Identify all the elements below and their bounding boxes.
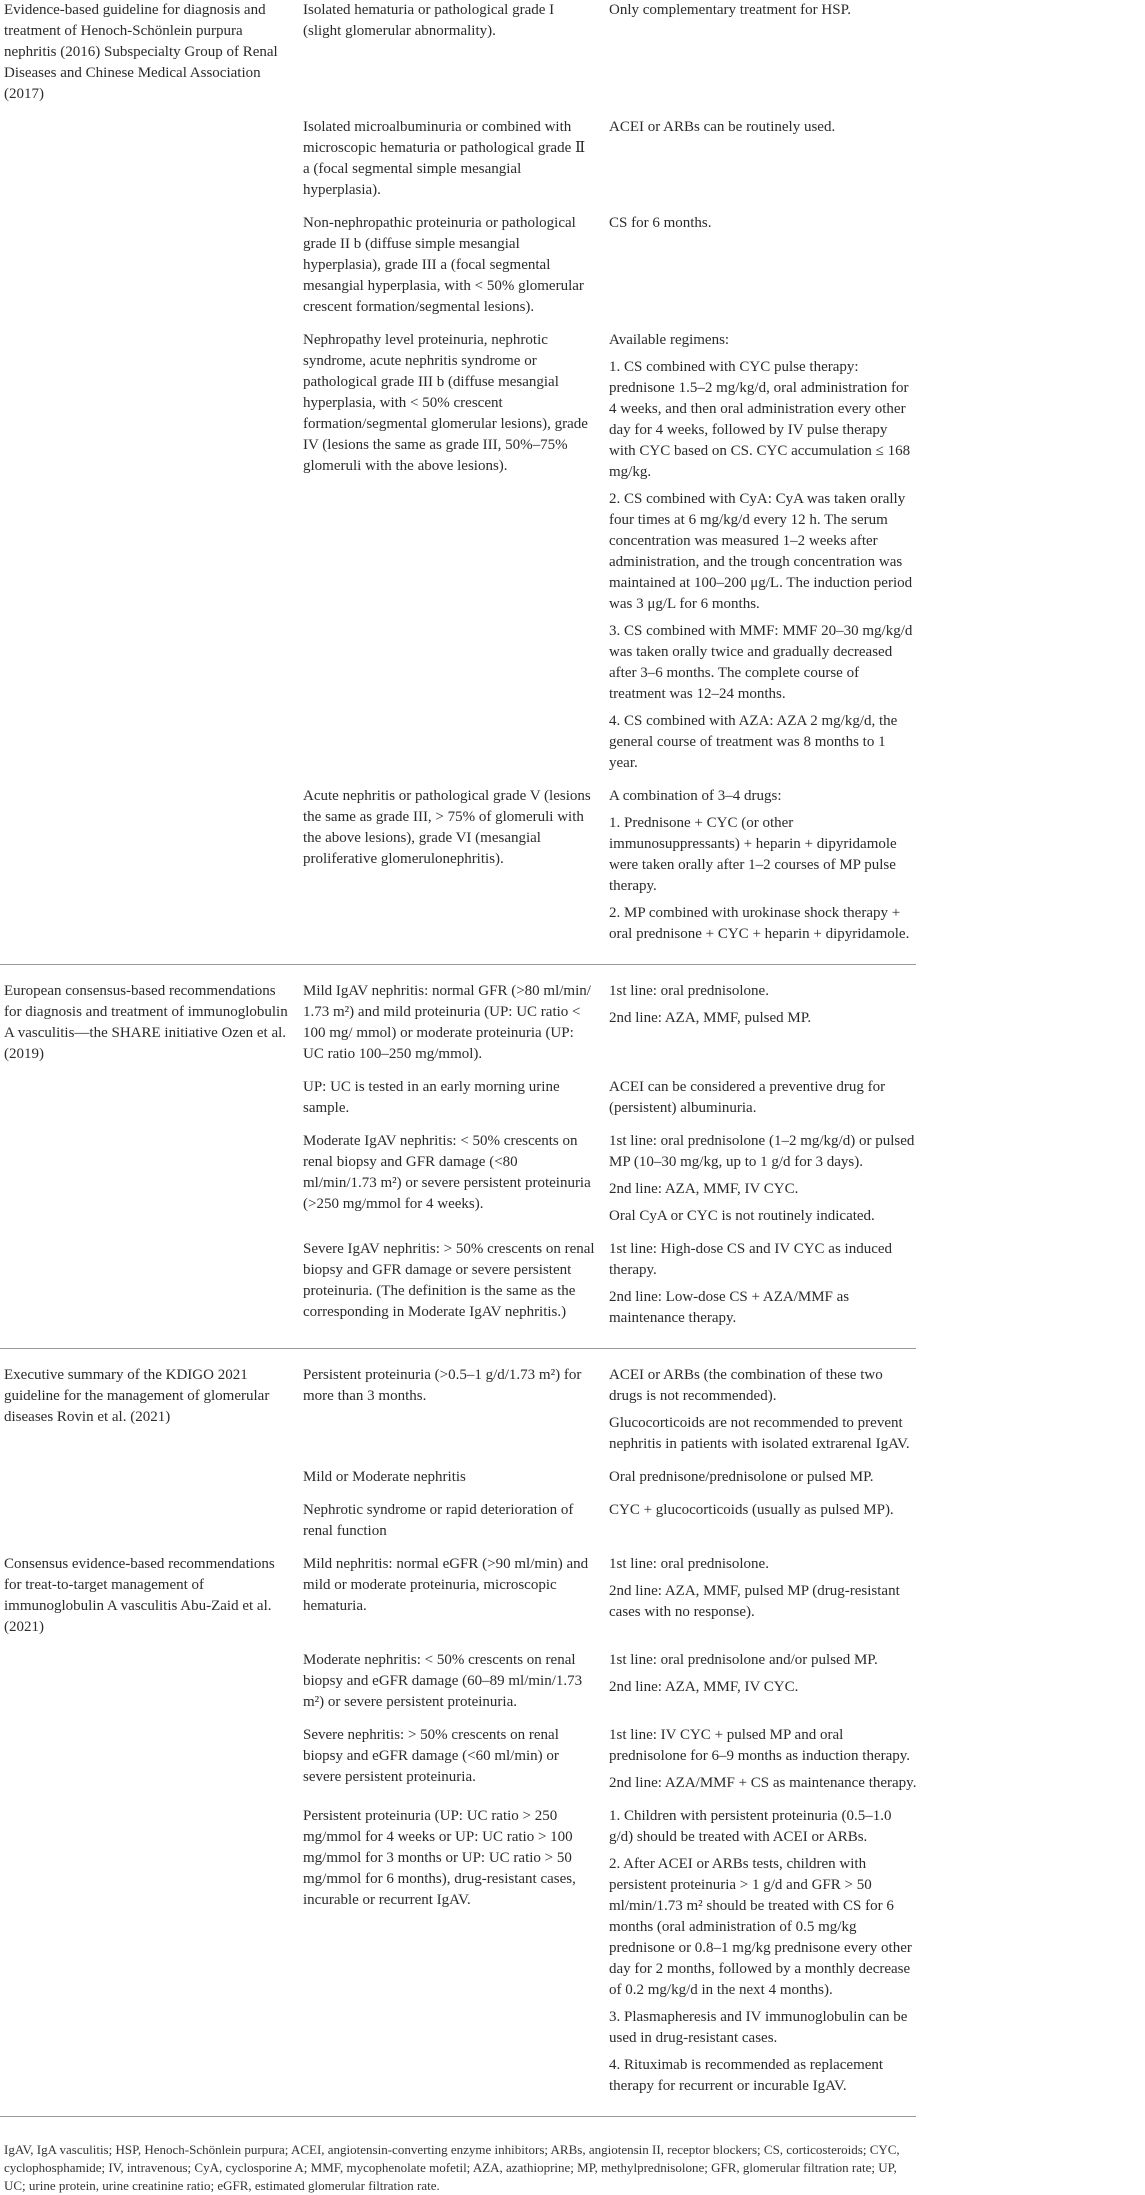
treatment-cell: 3. Plasmapheresis and IV immunoglobulin can be used in drug-resistant cases. [609,2009,908,2046]
condition-cell: Isolated microalbuminuria or combined with microscopic hematuria or pathological grade Ⅱ a (focal segmental simple mesangial hyperplasia). [303,119,586,198]
treatment-cell: Glucocorticoids are not recommended to prevent nephritis in patients with isolated extrarenal IgAV. [609,1415,910,1452]
treatment-cell: 2nd line: Low-dose CS + AZA/MMF as maintenance therapy. [609,1289,850,1326]
treatment-cell: 2nd line: AZA/MMF + CS as maintenance therapy. [609,1775,917,1791]
section-divider [0,1348,916,1349]
treatment-cell: ACEI can be considered a preventive drug for (persistent) albuminuria. [609,1079,886,1116]
treatment-cell: 2. MP combined with urokinase shock therapy + oral prednisone + CYC + heparin + dipyridamole. [609,905,910,942]
treatment-cell: 1. Children with persistent proteinuria (0.5–1.0 g/d) should be treated with ACEI or ARBs. [609,1808,892,1845]
treatment-cell: Oral prednisone/prednisolone or pulsed MP. [609,1469,874,1485]
treatment-cell: ACEI or ARBs (the combination of these two drugs is not recommended). [609,1367,883,1404]
condition-cell: Persistent proteinuria (>0.5–1 g/d/1.73 m²) for more than 3 months. [303,1367,582,1404]
guideline-abu-zaid-2021: Consensus evidence-based recommendations for treat-to-target management of immunoglobulin A vasculitis Abu-Zaid et al. (2021) [4,1556,275,1635]
guideline-chinese-2016: Evidence-based guideline for diagnosis and treatment of Henoch-Schönlein purpura nephritis (2016) Subspecialty Group of Renal Diseases and Chinese Medical Association (2017) [4,2,278,102]
condition-cell: Acute nephritis or pathological grade V (lesions the same as grade III, > 75% of glomeruli with the above lesions), grade VI (mesangial proliferative glomerulonephritis). [303,788,591,867]
treatment-cell: 1st line: oral prednisolone and/or pulsed MP. [609,1652,878,1668]
treatment-cell: CYC + glucocorticoids (usually as pulsed MP). [609,1502,894,1518]
treatment-cell: 2nd line: AZA, MMF, pulsed MP. [609,1010,812,1026]
condition-cell: Nephropathy level proteinuria, nephrotic syndrome, acute nephritis syndrome or pathological grade III b (diffuse mesangial hyperplasia, with < 50% crescent formation/segmental glomerular lesions), grade IV (lesions the same as grade III, 50%–75% glomeruli with the above lesions). [303,332,588,474]
treatment-cell: 1st line: oral prednisolone (1–2 mg/kg/d) or pulsed MP (10–30 mg/kg, up to 1 g/d for 3 days). [609,1133,915,1170]
table-footnote: IgAV, IgA vasculitis; HSP, Henoch-Schönlein purpura; ACEI, angiotensin-converting enzyme inhibitors; ARBs, angiotensin II, receptor blockers; CS, corticosteroids; CYC, cyclophosphamide; IV, intravenous; CyA, cyclosporine A; MMF, mycophenolate mofetil; AZA, azathioprine; MP, methylprednisolone; GFR, glomerular filtration rate; UP, UC; urine protein, urine creatinine ratio; eGFR, estimated glomerular filtration rate. [4,2142,900,2193]
treatment-cell: 1. CS combined with CYC pulse therapy: prednisone 1.5–2 mg/kg/d, oral administration for 4 weeks, and then oral administration every other day for 4 weeks, followed by IV pulse therapy with CYC based on CS. CYC accumulation ≤ 168 mg/kg. [609,359,911,480]
treatment-cell: 1st line: oral prednisolone. [609,1556,769,1572]
treatment-cell: 1st line: IV CYC + pulsed MP and oral prednisolone for 6–9 months as induction therapy. [609,1727,911,1764]
treatment-cell: 4. CS combined with AZA: AZA 2 mg/kg/d, the general course of treatment was 8 months to 1 year. [609,713,898,771]
treatment-cell: ACEI or ARBs can be routinely used. [609,119,836,135]
condition-cell: Isolated hematuria or pathological grade I (slight glomerular abnormality). [303,2,555,39]
treatment-cell: 2nd line: AZA, MMF, pulsed MP (drug-resistant cases with no response). [609,1583,900,1620]
treatment-cell: 2. After ACEI or ARBs tests, children with persistent proteinuria > 1 g/d and GFR > 50 ml/min/1.73 m² should be treated with CS for 6 months (oral administration of 0.5 mg/kg prednisone or 0.8–1 mg/kg prednisone every other day for 2 months, followed by a monthly decrease of 0.2 mg/kg/d in the next 4 months). [609,1856,912,1998]
guideline-share-2019: European consensus-based recommendations for diagnosis and treatment of immunoglobulin A vasculitis—the SHARE initiative Ozen et al. (2019) [4,983,288,1062]
treatment-cell: Available regimens: [609,332,730,348]
treatment-cell: A combination of 3–4 drugs: [609,788,782,804]
treatment-cell: 1st line: High-dose CS and IV CYC as induced therapy. [609,1241,893,1278]
guideline-kdigo-2021: Executive summary of the KDIGO 2021 guideline for the management of glomerular diseases Rovin et al. (2021) [4,1367,270,1425]
treatment-cell: 2. CS combined with CyA: CyA was taken orally four times at 6 mg/kg/d every 12 h. The serum concentration was measured 1–2 weeks after administration, and the trough concentration was maintained at 100–200 μg/L. The induction period was 3 μg/L for 6 months. [609,491,913,612]
treatment-cell: 1st line: oral prednisolone. [609,983,769,999]
treatment-cell: 3. CS combined with MMF: MMF 20–30 mg/kg/d was taken orally twice and gradually decreased after 3–6 months. The complete course of treatment was 12–24 months. [609,623,913,702]
condition-cell: Moderate IgAV nephritis: < 50% crescents on renal biopsy and GFR damage (<80 ml/min/1.73 m²) or severe persistent proteinuria (>250 mg/mmol for 4 weeks). [303,1133,591,1212]
treatment-cell: 2nd line: AZA, MMF, IV CYC. [609,1181,799,1197]
treatment-cell: 2nd line: AZA, MMF, IV CYC. [609,1679,799,1695]
condition-cell: Persistent proteinuria (UP: UC ratio > 250 mg/mmol for 4 weeks or UP: UC ratio > 100 mg/mmol for 3 months or UP: UC ratio > 50 mg/mmol for 6 months), drug-resistant cases, incurable or recurrent IgAV. [303,1808,576,1908]
treatment-cell: Oral CyA or CYC is not routinely indicated. [609,1208,875,1224]
condition-cell: Moderate nephritis: < 50% crescents on renal biopsy and eGFR damage (60–89 ml/min/1.73 m²) or severe persistent proteinuria. [303,1652,583,1710]
condition-cell: Mild or Moderate nephritis [303,1469,466,1485]
condition-cell: Nephrotic syndrome or rapid deterioration of renal function [303,1502,574,1539]
table-bottom-rule [0,2116,916,2117]
condition-cell: Mild nephritis: normal eGFR (>90 ml/min) and mild or moderate proteinuria, microscopic hematuria. [303,1556,589,1614]
condition-cell: Severe IgAV nephritis: > 50% crescents on renal biopsy and GFR damage or severe persistent proteinuria. (The definition is the same as the corresponding in Moderate IgAV nephritis.) [303,1241,595,1320]
treatment-cell: CS for 6 months. [609,215,712,231]
condition-cell: Non-nephropathic proteinuria or pathological grade II b (diffuse simple mesangial hyperplasia), grade III a (focal segmental mesangial hyperplasia, with < 50% glomerular crescent formation/segmental lesions). [303,215,584,315]
condition-cell: Mild IgAV nephritis: normal GFR (>80 ml/min/ 1.73 m²) and mild proteinuria (UP: UC ratio < 100 mg/ mmol) or moderate proteinuria (UP: UC ratio 100–250 mg/mmol). [303,983,591,1062]
treatment-cell: Only complementary treatment for HSP. [609,2,852,18]
section-divider [0,964,916,965]
condition-cell: UP: UC is tested in an early morning urine sample. [303,1079,560,1116]
treatment-cell: 4. Rituximab is recommended as replacement therapy for recurrent or incurable IgAV. [609,2057,884,2094]
treatment-cell: 1. Prednisone + CYC (or other immunosuppressants) + heparin + dipyridamole were taken orally after 1–2 courses of MP pulse therapy. [609,815,897,894]
condition-cell: Severe nephritis: > 50% crescents on renal biopsy and eGFR damage (<60 ml/min) or severe persistent proteinuria. [303,1727,559,1785]
